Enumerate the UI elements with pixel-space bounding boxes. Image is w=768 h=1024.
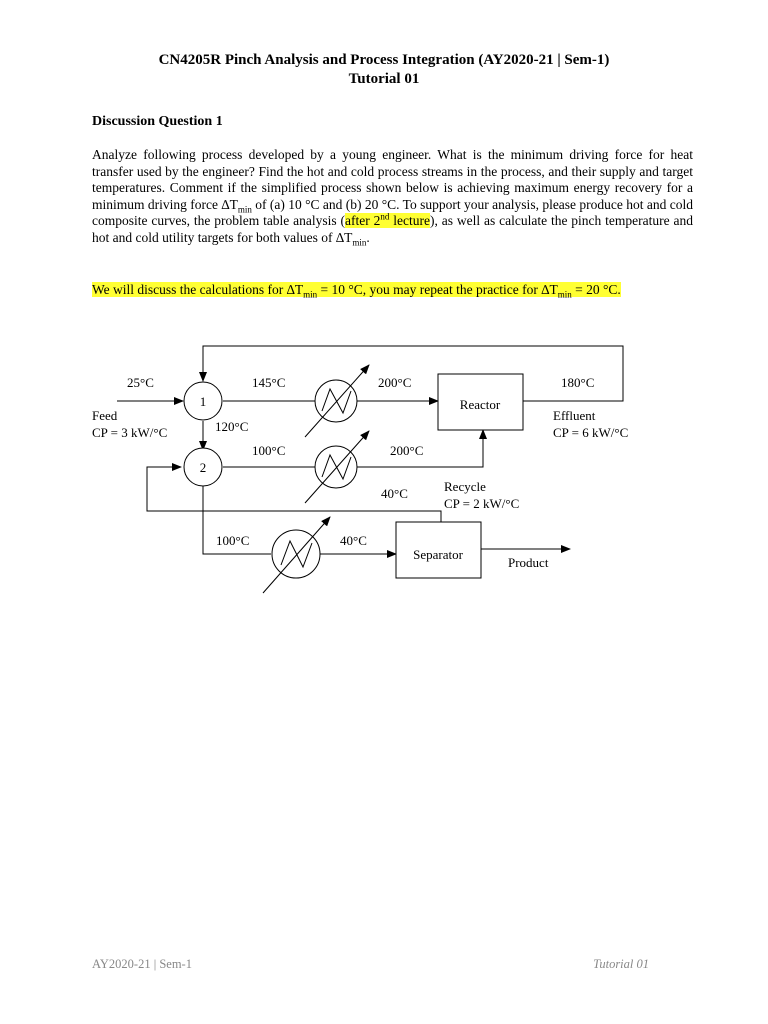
subscript-min: min <box>237 204 252 215</box>
feed-label: Feed <box>92 408 118 423</box>
note-text-b: = 10 °C, you may repeat the practice for ∆T <box>317 282 558 297</box>
document-subtitle: Tutorial 01 <box>348 71 420 87</box>
recycle-cp: CP = 2 kW/°C <box>444 496 520 511</box>
temp-reactor-out: 180°C <box>561 375 595 390</box>
footer-tutorial: Tutorial 01 <box>593 957 649 971</box>
effluent-label: Effluent <box>553 408 596 423</box>
highlight-text-b: lecture <box>389 213 431 228</box>
highlight-text-a: after 2 <box>345 213 381 228</box>
reactor-label: Reactor <box>459 397 501 412</box>
temp-hx3-in: 100°C <box>216 533 250 548</box>
temp-feed-in: 25°C <box>127 375 154 390</box>
temp-mixer1-down: 120°C <box>215 419 249 434</box>
para-text-d: . <box>366 229 370 245</box>
para-text-c: ), as well as calculate the pinch temperature and hot and cold utility targets for both values of ∆T <box>92 213 693 245</box>
para-text-a: Analyze following process developed by a young engineer. What is the minimum driving force for heat transfer used by the engineer? Find the hot and cold process streams in the process, and their supply and target temperatures. Comment if the simplified process shown below is achieving maximum energy recovery for a minimum driving force ∆T <box>92 147 693 212</box>
superscript-nd: nd <box>380 211 390 222</box>
temp-mixer2-out: 100°C <box>252 443 286 458</box>
footer-term: AY2020-21 | Sem-1 <box>92 957 192 971</box>
temp-recycle: 40°C <box>381 486 408 501</box>
temp-hx3-out: 40°C <box>340 533 367 548</box>
question-heading: Discussion Question 1 <box>92 114 223 129</box>
document-title: CN4205R Pinch Analysis and Process Integration (AY2020-21 | Sem-1) <box>158 52 610 68</box>
effluent-recycle-loop <box>203 346 623 401</box>
temp-hx2-out: 200°C <box>390 443 424 458</box>
subscript-min: min <box>557 289 572 300</box>
heat-exchanger-3 <box>263 517 330 593</box>
subscript-min: min <box>303 289 318 300</box>
note-text-c: = 20 °C. <box>571 282 621 297</box>
effluent-cp: CP = 6 kW/°C <box>553 425 629 440</box>
temp-hx1-out: 200°C <box>378 375 412 390</box>
subscript-min: min <box>352 237 367 248</box>
note-text-a: We will discuss the calculations for ∆T <box>92 282 304 297</box>
product-label: Product <box>508 555 549 570</box>
feed-cp: CP = 3 kW/°C <box>92 425 168 440</box>
para-text-b: of (a) 10 °C and (b) 20 °C. To support your analysis, please produce hot and cold composite curves, the problem table analysis ( <box>92 196 694 228</box>
temp-mixer1-out: 145°C <box>252 375 286 390</box>
recycle-label: Recycle <box>444 479 486 494</box>
mixer-2-label: 2 <box>199 460 207 475</box>
mixer-1-label: 1 <box>199 394 207 409</box>
separator-label: Separator <box>413 547 463 562</box>
